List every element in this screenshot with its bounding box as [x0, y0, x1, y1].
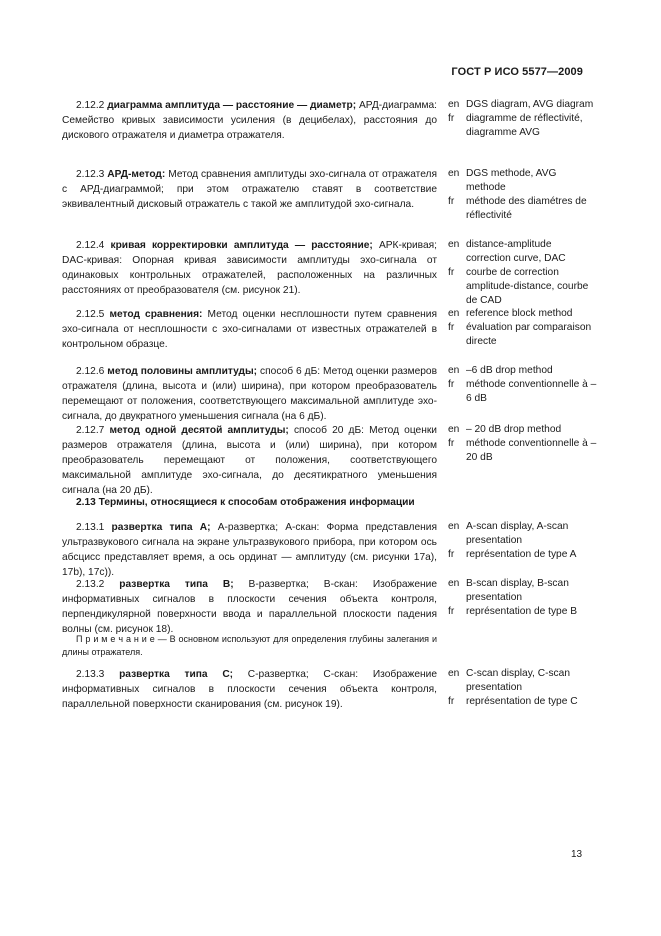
term-number: 2.12.6 [76, 366, 105, 377]
lang-label-en: en [448, 578, 460, 589]
term-name: метод половины амплитуды; [107, 366, 258, 377]
lang-label-en: en [448, 308, 460, 319]
note-text: — В основном используют для определения глубины залегания и длины отражателя. [62, 634, 437, 657]
translation-fr: représentation de type B [466, 606, 578, 617]
term-body: С-развертка; С-скан: Изображение информативных сигналов в плоскости сечения объекта контроля, параллельной поверхности сканирования (см. рисунок 19). [62, 669, 437, 710]
translations [448, 667, 598, 709]
lang-label-en: en [448, 99, 460, 110]
lang-label-fr: fr [448, 696, 455, 707]
translations [448, 520, 598, 562]
term-name: АРД-метод: [107, 169, 166, 180]
note-label: П р и м е ч а н и е [76, 634, 155, 644]
term-body: Метод сравнения амплитуды эхо-сигнала от отражателя с АРД-диаграммой; при этом отражателю ставят в соответствие эквивалентный дисковый отражатель с такой же амплитудой эхо-сигнала. [62, 169, 437, 210]
term-name: метод одной десятой амплитуды; [109, 425, 289, 436]
translation-fr: évaluation par comparaison directe [466, 322, 592, 347]
note [62, 633, 437, 659]
lang-label-en: en [448, 424, 460, 435]
translation-en: C-scan display, C-scan presentation [466, 668, 570, 693]
term-number: 2.13.1 [76, 522, 105, 533]
term-body: Метод оценки несплошности путем сравнения эхо-сигнала от несплошности с эхо-сигналами от известных отражателей в контрольном образце. [62, 309, 437, 350]
term-definition [62, 238, 437, 298]
translations [448, 577, 598, 619]
term-name: кривая корректировки амплитуда — расстояние; [110, 240, 373, 251]
term-name: развертка типа А; [111, 522, 211, 533]
translations [448, 238, 598, 308]
term-number: 2.12.3 [76, 169, 105, 180]
term-definition [62, 520, 437, 580]
term-body: А-развертка; А-скан: Форма представления ультразвукового сигнала на экране ультразвукового прибора, при котором ось абсцисс представляет время, а ось ординат — амплитуду (см. рисунки 17a), 17b), 17c)). [62, 522, 437, 578]
term-name: метод сравнения: [109, 309, 203, 320]
translations [448, 364, 598, 406]
translations [448, 307, 598, 349]
term-body: В-развертка; В-скан: Изображение информативных сигналов в плоскости сечения объекта контроля, перпендикулярной поверхности ввода и параллельной плоскости падения волны (см. рисунок 18). [62, 579, 437, 635]
page-number: 13 [571, 849, 583, 860]
translations [448, 167, 598, 223]
lang-label-en: en [448, 239, 460, 250]
term-number: 2.12.5 [76, 309, 105, 320]
translations [448, 423, 598, 465]
translation-fr: méthode conventionnelle à – 20 dB [466, 438, 597, 463]
lang-label-fr: fr [448, 322, 455, 333]
term-definition [62, 98, 437, 143]
translation-en: B-scan display, B-scan presentation [466, 578, 569, 603]
term-number: 2.12.2 [76, 100, 105, 111]
lang-label-en: en [448, 168, 460, 179]
term-name: развертка типа С; [119, 669, 234, 680]
translation-en: reference block method [466, 308, 573, 319]
lang-label-fr: fr [448, 267, 455, 278]
lang-label-en: en [448, 521, 460, 532]
translation-fr: diagramme de réflectivité, diagramme AVG [466, 113, 583, 138]
term-definition [62, 423, 437, 498]
section-heading: 2.13 Термины, относящиеся к способам отображения информации [76, 497, 415, 508]
term-definition [62, 577, 437, 637]
lang-label-fr: fr [448, 606, 455, 617]
lang-label-en: en [448, 365, 460, 376]
lang-label-fr: fr [448, 438, 455, 449]
lang-label-fr: fr [448, 196, 455, 207]
translations [448, 98, 598, 140]
translation-fr: représentation de type A [466, 549, 577, 560]
term-definition [62, 667, 437, 712]
translation-fr: méthode conventionnelle à –6 dB [466, 379, 597, 404]
term-number: 2.13.2 [76, 579, 105, 590]
translation-fr: représentation de type C [466, 696, 578, 707]
term-definition [62, 167, 437, 212]
term-number: 2.12.7 [76, 425, 105, 436]
lang-label-fr: fr [448, 379, 455, 390]
term-definition [62, 307, 437, 352]
translation-en: distance-amplitude correction curve, DAC [466, 239, 566, 264]
lang-label-fr: fr [448, 113, 455, 124]
translation-en: DGS methode, AVG methode [466, 168, 557, 193]
translation-en: A-scan display, A-scan presentation [466, 521, 569, 546]
term-body: АРК-кривая; DAC-кривая: Опорная кривая зависимости амплитуды эхо-сигнала от одинаковых контрольных отражателей, расположенных на различных расстояниях от преобразователя (см. рисунок 21). [62, 240, 437, 296]
document-header: ГОСТ Р ИСО 5577—2009 [451, 66, 583, 78]
translation-en: –6 dB drop method [466, 365, 553, 376]
term-body: АРД-диаграмма: Семейство кривых зависимости усиления (в децибелах), расстояния до дискового отражателя и диаметра отражателя. [62, 100, 437, 141]
term-number: 2.12.4 [76, 240, 105, 251]
term-body: способ 6 дБ: Метод оценки размеров отражателя (длина, высота и (или) ширина), при котором преобразователь перемещают от положения, соответствующего максимальной амплитуде эхо-сигнала, до двукратного уменьшения сигнала (на 6 дБ). [62, 366, 437, 422]
translation-en: – 20 dB drop method [466, 424, 562, 435]
term-name: диаграмма амплитуда — расстояние — диаметр; [107, 100, 357, 111]
lang-label-fr: fr [448, 549, 455, 560]
translation-fr: méthode des diamétres de réflectivité [466, 196, 587, 221]
lang-label-en: en [448, 668, 460, 679]
term-number: 2.13.3 [76, 669, 105, 680]
term-name: развертка типа В; [119, 579, 234, 590]
translation-en: DGS diagram, AVG diagram [466, 99, 594, 110]
translation-fr: courbe de correction amplitude-distance, courbe de CAD [466, 267, 589, 306]
term-definition [62, 364, 437, 424]
term-body: способ 20 дБ: Метод оценки размеров отражателя (длина, высота и (или) ширина), при котором преобразователь перемещают от положения, соответствующего максимальной амплитуде эхо-сигнала, до десятикратного уменьшения сигнала (на 20 дБ). [62, 425, 437, 496]
